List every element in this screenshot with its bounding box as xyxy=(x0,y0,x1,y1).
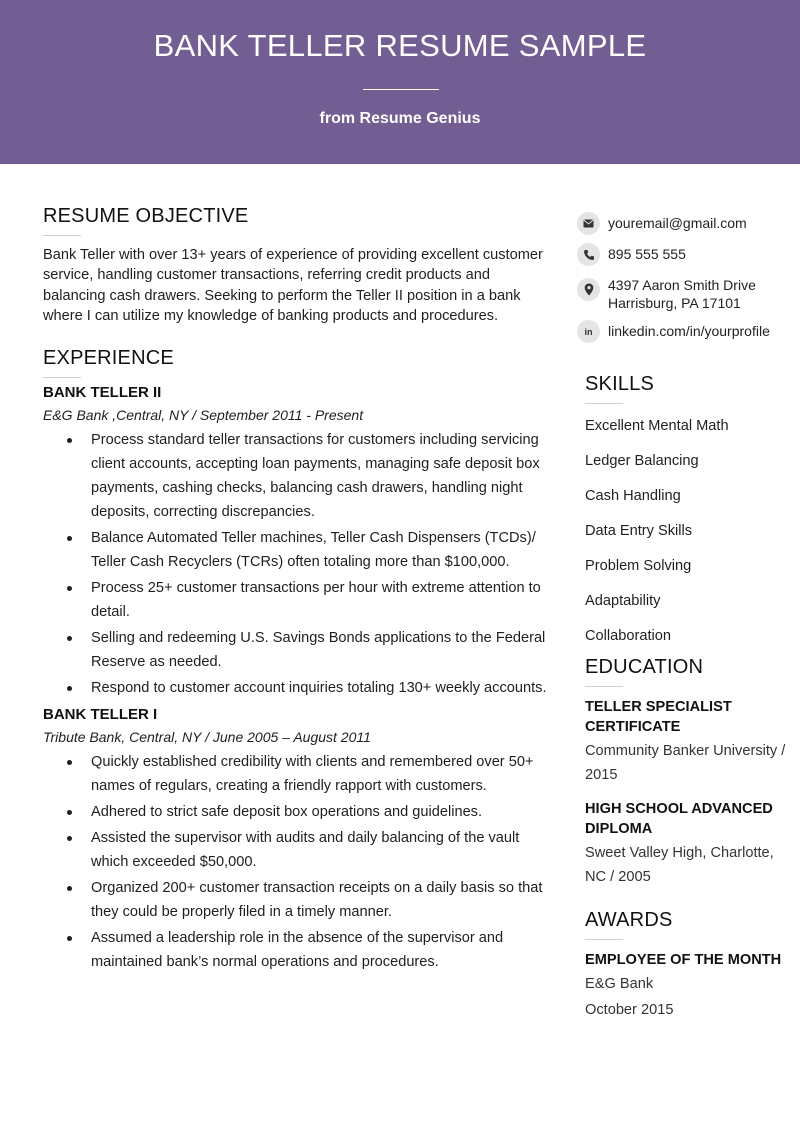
bullet-dot-icon xyxy=(67,586,72,591)
skill-item: Adaptability xyxy=(585,593,661,609)
phone-icon xyxy=(577,243,600,266)
main-column xyxy=(43,205,548,976)
skill-item: Ledger Balancing xyxy=(585,453,699,469)
header-banner xyxy=(0,0,800,164)
skill-item: Cash Handling xyxy=(585,488,681,504)
contact-phone xyxy=(577,243,792,266)
phone-number: 895 555 555 xyxy=(608,246,686,262)
award-org: E&G Bank xyxy=(585,976,654,992)
job-title: BANK TELLER I xyxy=(43,706,158,724)
bullet-text: Balance Automated Teller machines, Teller Cash Dispensers (TCDs)/ Teller Cash Recyclers (TCRs) often totaling more than $100,000. xyxy=(91,530,536,571)
job-bullets xyxy=(43,750,548,974)
skill-item: Data Entry Skills xyxy=(585,523,693,539)
bullet-item xyxy=(43,926,548,974)
header-divider xyxy=(363,89,439,90)
bullet-item xyxy=(43,676,548,700)
award-entry xyxy=(585,950,792,1022)
bullet-dot-icon xyxy=(67,810,72,815)
bullet-item xyxy=(43,526,548,574)
bullet-item xyxy=(43,800,548,824)
bullet-text: Organized 200+ customer transaction receipts on a daily basis so that they could be properly filed in a timely manner. xyxy=(91,880,543,921)
skills-section xyxy=(577,373,792,1022)
education-detail: Sweet Valley High, Charlotte, NC / 2005 xyxy=(585,845,774,885)
objective-heading: RESUME OBJECTIVE xyxy=(43,205,249,227)
page-subtitle: from Resume Genius xyxy=(319,110,481,127)
education-entry xyxy=(585,697,792,787)
awards-heading: AWARDS xyxy=(585,909,673,931)
education-title: HIGH SCHOOL ADVANCED DIPLOMA xyxy=(585,801,773,837)
contact-block xyxy=(577,212,792,343)
skills-heading: SKILLS xyxy=(585,373,655,395)
bullet-dot-icon xyxy=(67,886,72,891)
bullet-text: Process standard teller transactions for customers including servicing client accounts, accepting loan payments, managing safe deposit box payments, cashing checks, balancing cash drawers, handling night deposits, correcting discrepancies. xyxy=(91,432,540,521)
bullet-text: Respond to customer account inquiries totaling 130+ weekly accounts. xyxy=(91,680,547,697)
bullet-dot-icon xyxy=(67,636,72,641)
contact-email xyxy=(577,212,792,235)
section-divider xyxy=(585,686,623,687)
bullet-item xyxy=(43,826,548,874)
job-entry xyxy=(43,706,548,974)
bullet-dot-icon xyxy=(67,760,72,765)
bullet-dot-icon xyxy=(67,536,72,541)
address-text xyxy=(608,274,756,312)
address-line-2: Harrisburg, PA 17101 xyxy=(608,295,741,311)
bullet-item xyxy=(43,626,548,674)
bullet-text: Selling and redeeming U.S. Savings Bonds applications to the Federal Reserve as needed. xyxy=(91,630,546,671)
address-line-1: 4397 Aaron Smith Drive xyxy=(608,277,756,293)
contact-address xyxy=(577,274,792,312)
skill-item: Excellent Mental Math xyxy=(585,418,729,434)
bullet-dot-icon xyxy=(67,836,72,841)
page-title: BANK TELLER RESUME SAMPLE xyxy=(153,28,647,63)
bullet-item xyxy=(43,576,548,624)
linkedin-link[interactable]: linkedin.com/in/yourprofile xyxy=(608,323,770,339)
section-divider xyxy=(585,939,623,940)
bullet-text: Adhered to strict safe deposit box operations and guidelines. xyxy=(91,804,483,821)
education-detail: Community Banker University / 2015 xyxy=(585,743,786,783)
section-divider xyxy=(43,377,81,378)
envelope-icon xyxy=(577,212,600,235)
bullet-item xyxy=(43,428,548,524)
skill-item: Collaboration xyxy=(585,628,671,644)
job-meta: Tribute Bank, Central, NY / June 2005 – August 2011 xyxy=(43,729,371,746)
education-title: TELLER SPECIALIST CERTIFICATE xyxy=(585,699,732,735)
bullet-item xyxy=(43,750,548,798)
bullet-dot-icon xyxy=(67,438,72,443)
skill-item: Problem Solving xyxy=(585,558,692,574)
award-date: October 2015 xyxy=(585,1002,674,1018)
experience-heading: EXPERIENCE xyxy=(43,347,174,370)
bullet-dot-icon xyxy=(67,686,72,691)
bullet-text: Assisted the supervisor with audits and daily balancing of the vault which exceeded $50,000. xyxy=(91,830,520,871)
education-entry xyxy=(585,799,792,889)
contact-linkedin xyxy=(577,320,792,343)
award-title: EMPLOYEE OF THE MONTH xyxy=(585,952,782,968)
job-entry xyxy=(43,384,548,700)
job-title: BANK TELLER II xyxy=(43,384,162,402)
section-divider xyxy=(43,235,81,236)
bullet-item xyxy=(43,876,548,924)
section-divider xyxy=(585,403,623,404)
education-heading: EDUCATION xyxy=(585,656,704,678)
objective-text: Bank Teller with over 13+ years of experience of providing excellent customer service, handling customer transactions, referring credit products and balancing cash drawers. Seeking to perform the Teller II position in a bank where I can utilize my knowledge of banking products and procedures. xyxy=(43,247,543,324)
email-link[interactable]: youremail@gmail.com xyxy=(608,215,747,231)
job-bullets xyxy=(43,428,548,700)
bullet-text: Quickly established credibility with clients and remembered over 50+ names of regulars, creating a friendly rapport with customers. xyxy=(91,754,534,795)
linkedin-icon: in xyxy=(577,320,600,343)
bullet-text: Process 25+ customer transactions per hour with extreme attention to detail. xyxy=(91,580,541,621)
job-meta: E&G Bank ,Central, NY / September 2011 - Present xyxy=(43,407,364,424)
sidebar-column xyxy=(577,212,792,1022)
bullet-text: Assumed a leadership role in the absence of the supervisor and maintained bank’s normal operations and procedures. xyxy=(91,930,504,971)
location-pin-icon xyxy=(577,278,600,301)
bullet-dot-icon xyxy=(67,936,72,941)
